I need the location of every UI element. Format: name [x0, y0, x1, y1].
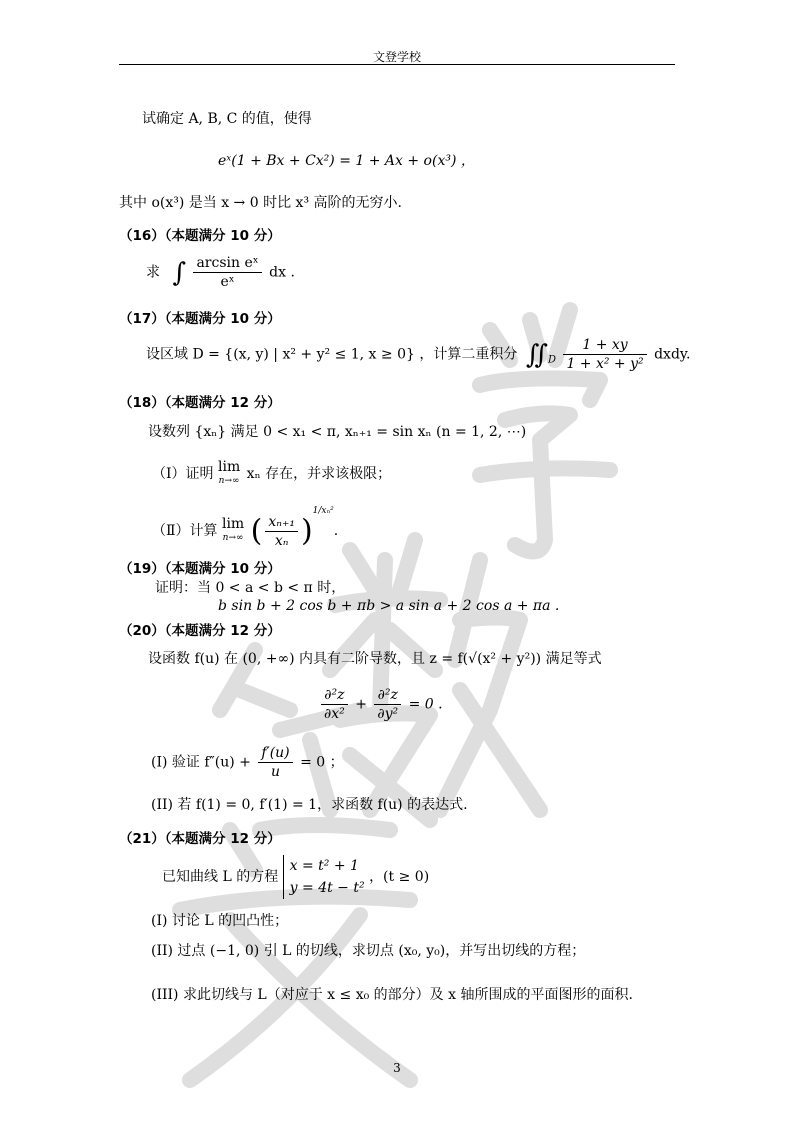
ratio-denominator: xₙ: [274, 532, 289, 549]
q20-pde: [318, 686, 443, 723]
q16-title: （16）（本题满分 10 分）: [119, 228, 281, 244]
double-integral-sign: ∬: [525, 339, 548, 370]
pde-tail: = 0 .: [408, 696, 443, 713]
q17-tail: dxdy.: [654, 346, 691, 363]
header-divider: [119, 64, 675, 65]
q16-body: [146, 254, 295, 291]
q18-statement: 设数列 {xₙ} 满足 0 < x₁ < π, xₙ₊₁ = sin xₙ (n = 1, 2, ⋯): [148, 424, 527, 440]
q21-title: （21）（本题满分 12 分）: [119, 831, 281, 847]
q20-part1-fraction: [258, 744, 292, 781]
q20-part1-pre: (I) 验证 f″(u) +: [151, 754, 251, 771]
q21-part3: (III) 求此切线与 L（对应于 x ≤ x₀ 的部分）及 x 轴所围成的平面图形的面积.: [151, 987, 633, 1003]
q20-part1-den: u: [270, 764, 281, 780]
q17-domain-sub: D: [547, 354, 556, 366]
q16-denominator: eˣ: [220, 274, 235, 290]
lim-sub: n→∞: [222, 533, 244, 543]
q21-statement-pre: 已知曲线 L 的方程: [162, 869, 279, 885]
pde-plus: +: [355, 696, 367, 713]
pde-y-den: ∂y²: [377, 706, 399, 722]
intro-text: 试确定 A, B, C 的值，使得: [142, 111, 312, 127]
pde-y-num: ∂²z: [374, 686, 401, 705]
pde-term-y: [374, 686, 401, 723]
lim-text: lim: [217, 459, 241, 475]
q17-body: [146, 336, 690, 373]
q16-tail: dx .: [269, 264, 295, 281]
q17-fraction: [563, 336, 646, 373]
q21-statement: [162, 855, 429, 899]
pde-term-x: [321, 686, 348, 723]
q18-part1-text: xₙ 存在，并求该极限；: [246, 466, 392, 482]
q18-part1-limit: [218, 460, 240, 488]
q21-part1: (I) 讨论 L 的凹凸性；: [151, 913, 289, 929]
q20-part2: (II) 若 f(1) = 0, f′(1) = 1，求函数 f(u) 的表达式.: [151, 797, 468, 813]
q17-title: （17）（本题满分 10 分）: [119, 311, 281, 327]
q16-numerator: arcsin eˣ: [193, 254, 261, 273]
q20-part1-num: f′(u): [258, 744, 292, 763]
q16-fraction: [193, 254, 261, 291]
q18-part2: （Ⅱ）计算 lim n→∞ ( $\frac{\text{xₙ₊₁}}{\text{xₙ}}$ )$^{1/x_n^2}$.: [152, 506, 339, 549]
lim-text: lim: [221, 516, 245, 532]
pde-x-num: ∂²z: [321, 686, 348, 705]
q19-title: （19）（本题满分 10 分）: [119, 561, 281, 577]
q19-proof: 证明：当 0 < a < b < π 时，: [155, 580, 346, 596]
intro-equation: eˣ(1 + Bx + Cx²) = 1 + Ax + o(x³) ，: [218, 153, 475, 169]
lim-sub: n→∞: [218, 476, 240, 486]
q20-part1: [151, 744, 344, 781]
q18-part1: [152, 460, 391, 488]
q17-denominator: 1 + x² + y²: [566, 356, 644, 372]
q18-title: （18）（本题满分 12 分）: [119, 395, 281, 411]
integral-sign: ∫: [172, 257, 186, 288]
q17-region: 设区域 D = {(x, y) | x² + y² ≤ 1, x ≥ 0} ，计算二重积分: [146, 346, 518, 363]
q20-statement: 设函数 f(u) 在 (0, +∞) 内具有二阶导数，且 z = f(√(x² + y²)) 满足等式: [148, 651, 602, 667]
q20-title: （20）（本题满分 12 分）: [119, 623, 281, 639]
q18-part2-limit: [222, 517, 244, 545]
page-header-title: 文登学校: [372, 50, 421, 64]
q18-part2-label: （Ⅱ）计算: [152, 523, 218, 539]
q20-part1-tail: = 0 ；: [300, 754, 344, 771]
q21-system: [283, 855, 365, 899]
q21-part2: (II) 过点 (−1, 0) 引 L 的切线，求切点 (x₀, y₀)，并写出切线的方程；: [151, 943, 586, 959]
intro-note: 其中 o(x³) 是当 x → 0 时比 x³ 高阶的无穷小.: [119, 195, 402, 211]
q21-eq-y: y = 4t − t²: [289, 880, 365, 896]
q18-part1-label: （Ⅰ）证明: [152, 466, 214, 482]
q18-part2-tail: .: [333, 523, 339, 539]
q18-ratio: [265, 513, 298, 550]
q21-condition: ，(t ≥ 0): [369, 869, 430, 885]
ratio-numerator: xₙ₊₁: [265, 513, 298, 532]
q21-eq-x: x = t² + 1: [289, 858, 359, 874]
pde-x-den: ∂x²: [324, 706, 345, 722]
q16-prefix: 求: [146, 264, 160, 281]
ratio-exponent: 1/xₙ²: [312, 506, 334, 516]
page-number: 3: [393, 1061, 401, 1075]
q19-inequality: b sin b + 2 cos b + πb > a sin a + 2 cos a + πa .: [218, 598, 560, 614]
q17-numerator: 1 + xy: [563, 336, 646, 355]
